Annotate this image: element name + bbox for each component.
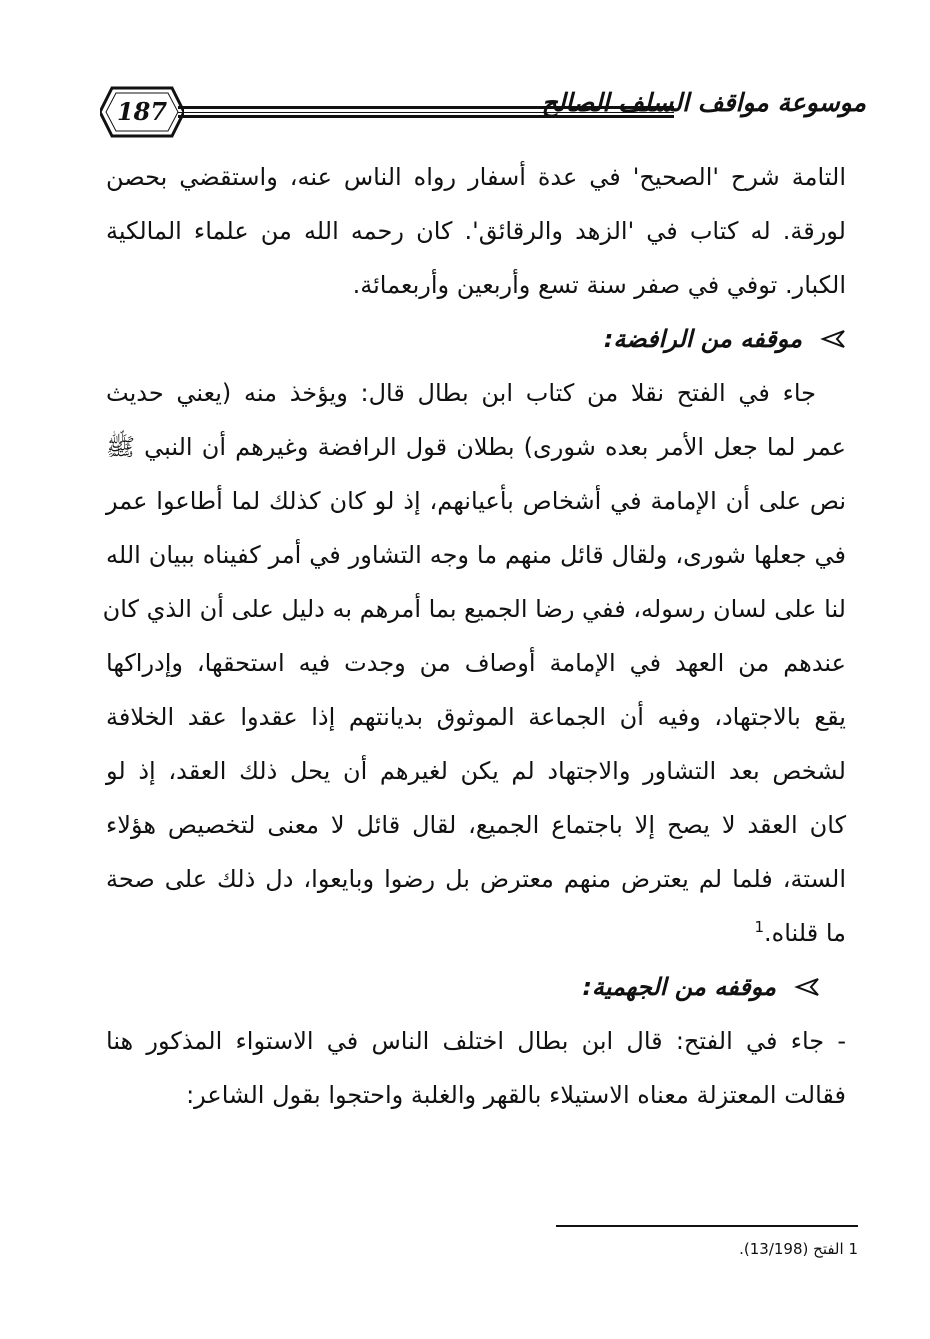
text-line: عمر لما جعل الأمر بعده شورى) بطلان قول الرافضة وغيرهم أن النبي ﷺ — [106, 433, 846, 461]
text-line: نص على أن الإمامة في أشخاص بأعيانهم، إذ لو كان كذلك لما أطاعوا عمر — [106, 487, 846, 515]
paragraph — [106, 150, 846, 312]
paragraph — [106, 1014, 846, 1122]
running-title: موسوعة مواقف السلف الصالح — [541, 88, 866, 117]
text-line: فقالت المعتزلة معناه الاستيلاء بالقهر والغلبة واحتجوا بقول الشاعر: — [186, 1081, 846, 1109]
main-text — [102, 150, 846, 1122]
section-heading-text: موقفه من الجهمية: — [582, 973, 776, 1001]
text-line: لشخص بعد التشاور والاجتهاد لم يكن لغيرهم أن يحل ذلك العقد، إذ لو — [106, 757, 846, 785]
footnote-marker[interactable]: 1 — [754, 918, 765, 936]
text-line: يقع بالاجتهاد، وفيه أن الجماعة الموثوق بديانتهم إذا عقدوا عقد الخلافة — [106, 703, 846, 731]
text-line: عندهم من العهد في الإمامة أوصاف من وجدت فيه استحقها، وإدراكها — [106, 649, 846, 677]
text-line: الكبار. توفي في صفر سنة تسع وأربعين وأربعمائة. — [352, 271, 846, 299]
footnote — [458, 1240, 858, 1258]
text-line: التامة شرح 'الصحيح' في عدة أسفار رواه الناس عنه، واستقضي بحصن — [106, 163, 846, 191]
page-number: 187 — [116, 97, 168, 126]
arrowhead-icon — [794, 977, 820, 997]
arrowhead-icon — [820, 329, 846, 349]
footnote-number: 1 — [848, 1240, 858, 1258]
text-line: - جاء في الفتح: قال ابن بطال اختلف الناس في الاستواء المذكور هنا — [106, 1027, 846, 1055]
footnote-text: الفتح (13/198). — [739, 1240, 844, 1258]
page-number-badge — [100, 86, 184, 138]
footnote-separator — [556, 1225, 858, 1227]
page-header — [100, 82, 866, 142]
paragraph — [102, 366, 846, 960]
text-line: في جعلها شورى، ولقال قائل منهم ما وجه التشاور في أمر كفيناه ببيان الله — [106, 541, 846, 569]
text-line-with-footnote — [106, 906, 846, 960]
section-heading — [106, 960, 846, 1014]
text-line: كان العقد لا يصح إلا باجتماع الجميع، لقال قائل لا معنى لتخصيص هؤلاء — [106, 811, 846, 839]
text-line: ما قلناه. — [764, 919, 846, 947]
text-line: لورقة. له كتاب في 'الزهد والرقائق'. كان رحمه الله من علماء المالكية — [106, 217, 846, 245]
text-line: جاء في الفتح نقلا من كتاب ابن بطال قال: ويؤخذ منه (يعني حديث — [106, 379, 816, 407]
text-line: الستة، فلما لم يعترض منهم معترض بل رضوا وبايعوا، دل ذلك على صحة — [106, 865, 846, 893]
section-heading — [106, 312, 846, 366]
text-line: لنا على لسان رسوله، ففي رضا الجميع بما أمرهم به دليل على أن الذي كان — [102, 595, 846, 623]
section-heading-text: موقفه من الرافضة: — [603, 325, 802, 353]
